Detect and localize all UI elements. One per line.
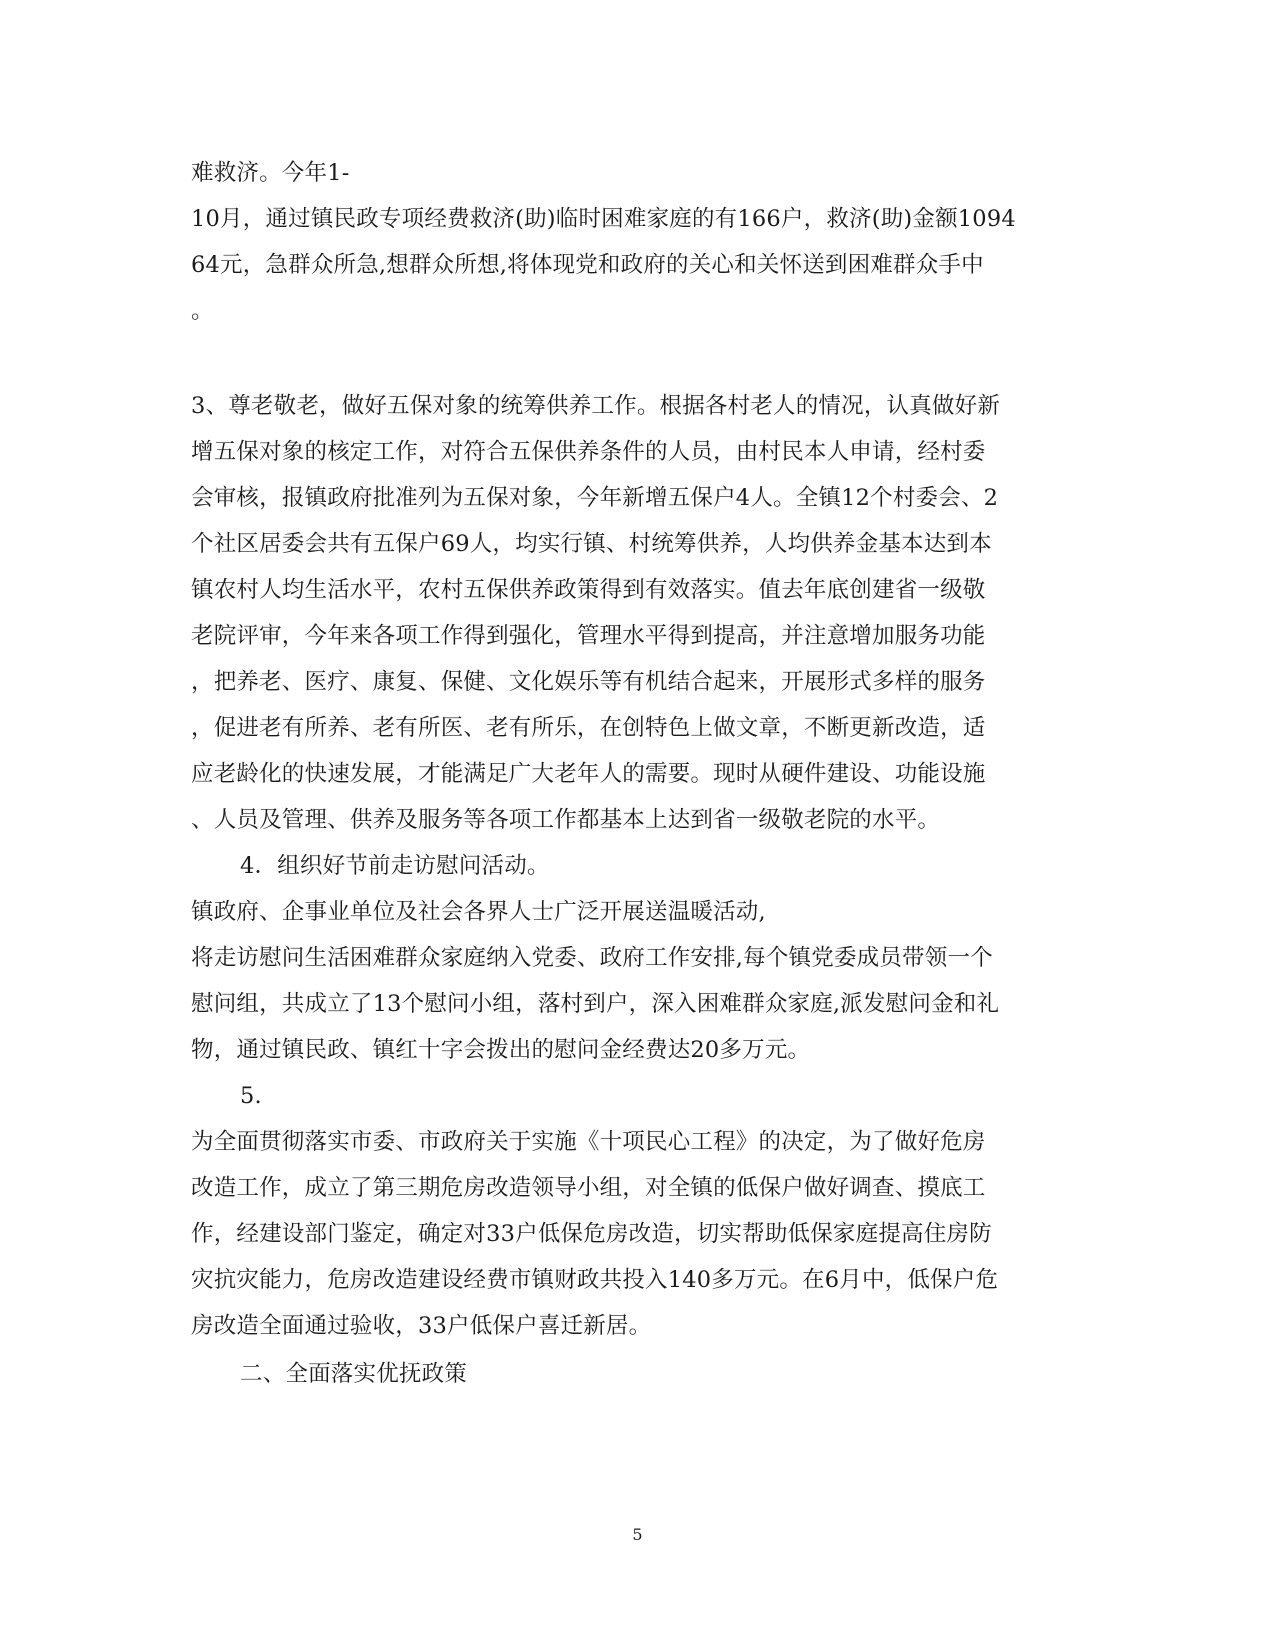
text-line: 个社区居委会共有五保户69人，均实行镇、村统筹供养，人均供养金基本达到本 <box>191 531 992 557</box>
text-line: 将走访慰问生活困难群众家庭纳入党委、政府工作安排,每个镇党委成员带领一个 <box>191 945 993 971</box>
text-line: 作，经建设部门鉴定，确定对33户低保危房改造，切实帮助低保家庭提高住房防 <box>191 1221 992 1247</box>
text-line: 3、尊老敬老，做好五保对象的统筹供养工作。根据各村老人的情况，认真做好新 <box>191 393 1001 419</box>
text-line: 灾抗灾能力，危房改造建设经费市镇财政共投入140多万元。在6月中，低保户危 <box>191 1267 999 1293</box>
text-line: ，把养老、医疗、康复、保健、文化娱乐等有机结合起来，开展形式多样的服务 <box>191 669 986 695</box>
text-line: 增五保对象的核定工作，对符合五保供养条件的人员，由村民本人申请，经村委 <box>191 439 986 465</box>
text-line: 。 <box>191 298 214 324</box>
text-line: 房改造全面通过验收，33户低保户喜迁新居。 <box>191 1313 652 1339</box>
page-number: 5 <box>632 1525 643 1544</box>
text-line: 物，通过镇民政、镇红十字会拨出的慰问金经费达20多万元。 <box>191 1037 811 1063</box>
section-heading: 4．组织好节前走访慰问活动。 <box>240 853 550 879</box>
text-line: 慰问组，共成立了13个慰问小组，落村到户，深入困难群众家庭,派发慰问金和礼 <box>191 991 1000 1017</box>
text-line: 镇政府、企事业单位及社会各界人士广泛开展送温暖活动, <box>191 899 766 925</box>
text-line: 难救济。今年1- <box>191 160 350 186</box>
text-line: 应老龄化的快速发展，才能满足广大老年人的需要。现时从硬件建设、功能设施 <box>191 761 986 787</box>
text-line: 改造工作，成立了第三期危房改造领导小组，对全镇的低保户做好调查、摸底工 <box>191 1175 986 1201</box>
text-line: 为全面贯彻落实市委、市政府关于实施《十项民心工程》的决定，为了做好危房 <box>191 1129 986 1155</box>
text-line: 老院评审，今年来各项工作得到强化，管理水平得到提高，并注意增加服务功能 <box>191 623 986 649</box>
section-heading: 二、全面落实优抚政策 <box>240 1361 468 1387</box>
text-line: 、人员及管理、供养及服务等各项工作都基本上达到省一级敬老院的水平。 <box>191 807 941 833</box>
text-line: ，促进老有所养、老有所医、老有所乐，在创特色上做文章，不断更新改造，适 <box>191 715 986 741</box>
text-line: 64元，急群众所急,想群众所想,将体现党和政府的关心和关怀送到困难群众手中 <box>191 252 984 278</box>
text-line: 会审核，报镇政府批准列为五保对象，今年新增五保户4人。全镇12个村委会、2 <box>191 485 999 511</box>
text-line: 10月，通过镇民政专项经费救济(助)临时困难家庭的有166户，救济(助)金额1094 <box>191 206 1016 232</box>
section-number: 5. <box>240 1083 262 1109</box>
text-line: 镇农村人均生活水平，农村五保供养政策得到有效落实。值去年底创建省一级敬 <box>191 577 986 603</box>
